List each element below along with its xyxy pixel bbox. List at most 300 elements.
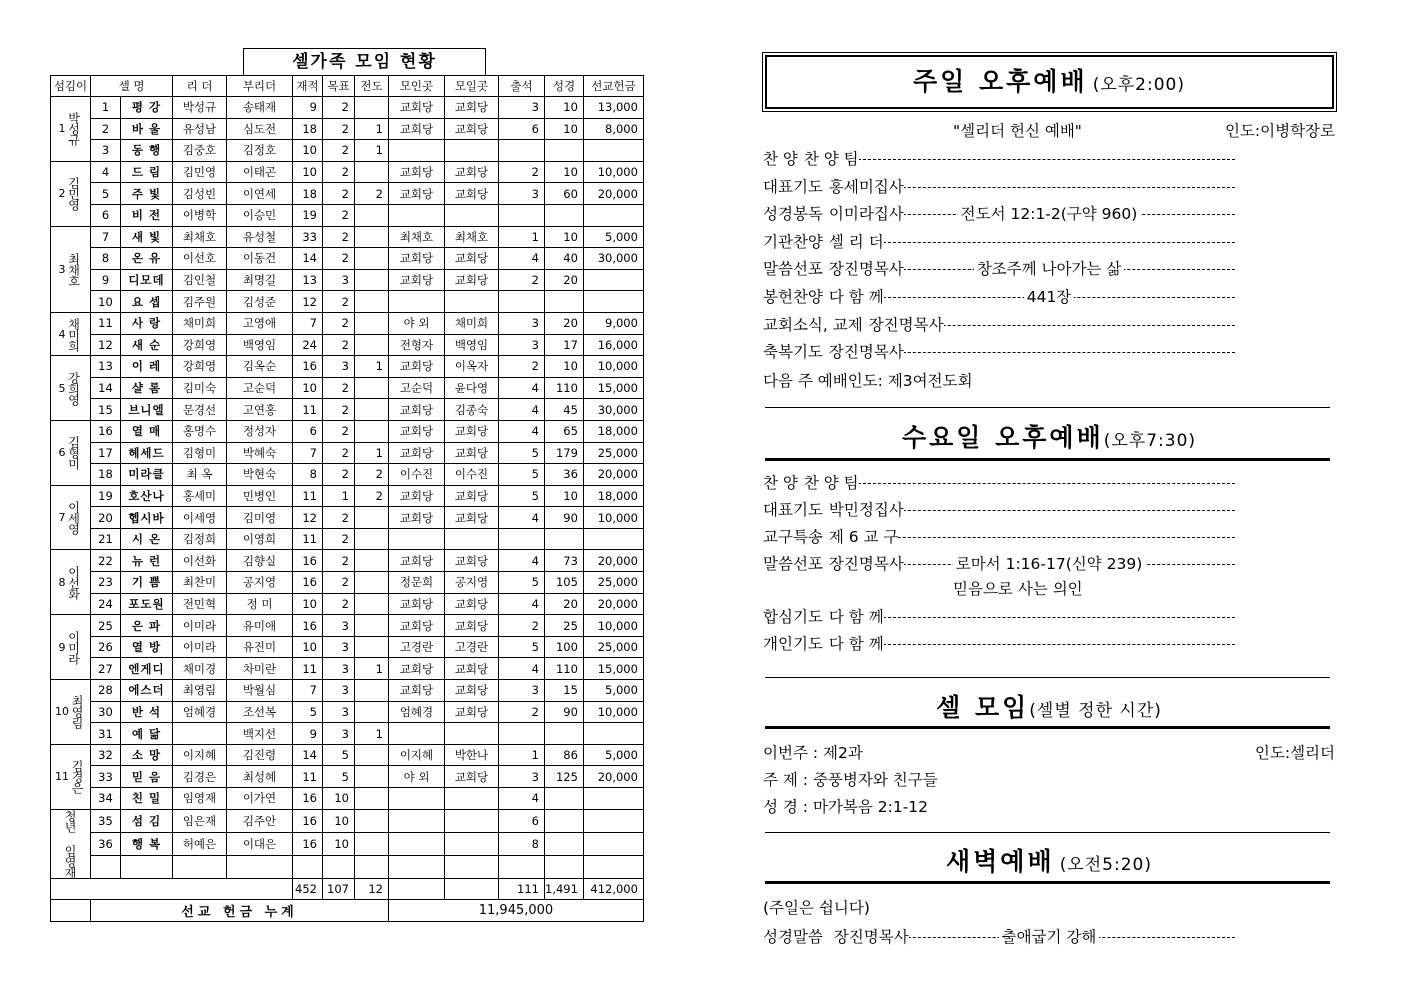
cell-name: 헵시바	[121, 507, 173, 529]
order-label: 성경봉독	[763, 205, 826, 223]
cell-count: 20,000	[583, 766, 643, 788]
cell-no: 23	[91, 572, 121, 594]
cell-name: 믿 음	[121, 766, 173, 788]
divider	[765, 458, 1330, 461]
cell-value: 교회당	[445, 766, 499, 788]
cell-count: 3	[323, 615, 355, 637]
cell-count: 3	[499, 334, 545, 356]
cell-no: 32	[91, 744, 121, 766]
cell-name: 반 석	[121, 701, 173, 723]
cell-value: 허예은	[173, 832, 227, 855]
cell-name: 행 복	[121, 832, 173, 855]
order-item	[763, 231, 1335, 253]
cell-count: 3	[499, 312, 545, 334]
cell-count: 18	[293, 183, 323, 205]
cell-value	[389, 291, 445, 313]
cell-count: 2	[499, 701, 545, 723]
cell-count: 3	[323, 723, 355, 745]
cell-count: 16	[293, 832, 323, 855]
cell-count: 10,000	[583, 356, 643, 378]
cell-value: 이수진	[389, 464, 445, 486]
cell-count: 16	[293, 550, 323, 572]
table-row	[51, 550, 644, 572]
cell-count: 2	[323, 420, 355, 442]
cell-name: 시 온	[121, 528, 173, 550]
cell-value: 교회당	[445, 420, 499, 442]
cell-value: 교회당	[445, 701, 499, 723]
table-row	[51, 855, 644, 878]
cell-count: 2	[499, 356, 545, 378]
cell-value: 교회당	[389, 118, 445, 140]
group-leader-cell: 6 김형미	[51, 420, 91, 485]
cumulative-label: 선교 헌금 누계	[91, 900, 389, 922]
cell-count: 2	[323, 161, 355, 183]
cell-value: 교회당	[389, 356, 445, 378]
cell-value: 교회당	[445, 507, 499, 529]
cell-no: 11	[91, 312, 121, 334]
cell-count: 2	[323, 204, 355, 226]
cell-name: 주 빛	[121, 183, 173, 205]
cell-value: 유진미	[227, 636, 293, 658]
cell-count: 5	[293, 701, 323, 723]
cell-count: 7	[293, 680, 323, 702]
cell-count	[355, 701, 389, 723]
order-person: 찬 양 팀	[801, 150, 859, 168]
cell-count	[583, 855, 643, 878]
cell-count: 10	[293, 140, 323, 162]
cell-value: 교회당	[389, 593, 445, 615]
cell-count: 15,000	[583, 658, 643, 680]
cell-name: 뉴 런	[121, 550, 173, 572]
order-label: 찬 양	[763, 150, 801, 168]
cell-value	[389, 788, 445, 810]
cell-no: 30	[91, 701, 121, 723]
cell-name: 미라클	[121, 464, 173, 486]
cell-value: 이수진	[445, 464, 499, 486]
cell-count: 16	[293, 572, 323, 594]
group-leader-cell: 2 김민영	[51, 161, 91, 226]
cell-no: 12	[91, 334, 121, 356]
cell-no: 18	[91, 464, 121, 486]
cell-count	[355, 550, 389, 572]
order-label: 말씀선포	[763, 555, 826, 573]
cell-value	[389, 855, 445, 878]
cell-count: 4	[499, 788, 545, 810]
header-cell: 부리더	[227, 76, 293, 97]
cell-value: 문경선	[173, 399, 227, 421]
group-leader-cell: 3 최채호	[51, 226, 91, 312]
cell-count: 60	[545, 183, 584, 205]
dawn-title: 새벽예배 (오전5:20)	[946, 847, 1152, 876]
cell-name: 디모데	[121, 269, 173, 291]
cell-count: 16	[293, 615, 323, 637]
cell-count: 13,000	[583, 97, 643, 119]
order-item	[763, 148, 1335, 170]
cell-count: 20,000	[583, 183, 643, 205]
cell-value	[445, 723, 499, 745]
cell-count: 17	[545, 334, 584, 356]
order-person: 셀 리 더	[826, 233, 884, 251]
cell-count: 3	[323, 701, 355, 723]
cell-name: 이 레	[121, 356, 173, 378]
table-row	[51, 593, 644, 615]
cell-value: 이영희	[227, 528, 293, 550]
cell-value: 이선호	[173, 248, 227, 270]
cell-count: 2	[323, 507, 355, 529]
totals-cell: 107	[323, 878, 355, 900]
cell-count	[355, 744, 389, 766]
cell-count	[545, 204, 584, 226]
table-row	[51, 832, 644, 855]
cell-count	[355, 766, 389, 788]
cell-name: 사 랑	[121, 312, 173, 334]
cell-count	[499, 855, 545, 878]
cell-count: 3	[323, 636, 355, 658]
cell-no: 16	[91, 420, 121, 442]
cell-count: 4	[499, 377, 545, 399]
cell-value	[445, 788, 499, 810]
cell-value	[173, 723, 227, 745]
order-person: 박민정집사	[826, 501, 904, 519]
cell-name: 온 유	[121, 248, 173, 270]
table-row	[51, 701, 644, 723]
cell-value: 이선화	[173, 550, 227, 572]
table-row	[51, 788, 644, 810]
cell-value: 교회당	[445, 550, 499, 572]
cell-count: 20,000	[583, 593, 643, 615]
order-item	[763, 606, 1335, 628]
wednesday-title: 수요일 오후예배(오후7:30)	[901, 423, 1197, 452]
cell-name: 평 강	[121, 97, 173, 119]
cell-value: 교회당	[445, 680, 499, 702]
cell-count: 10,000	[583, 615, 643, 637]
cell-count	[499, 291, 545, 313]
cell-count	[545, 723, 584, 745]
cell-count: 7	[293, 312, 323, 334]
cell-week: 이번주 : 제2과 인도:셀리더	[763, 744, 1335, 762]
cell-count: 1	[323, 485, 355, 507]
cell-count	[355, 507, 389, 529]
cell-count: 16,000	[583, 334, 643, 356]
cell-count: 18,000	[583, 485, 643, 507]
cell-value: 송태재	[227, 97, 293, 119]
order-item	[763, 633, 1335, 655]
cell-count	[355, 97, 389, 119]
cell-value: 임영재	[173, 788, 227, 810]
cell-count	[355, 636, 389, 658]
cell-value: 최성혜	[227, 766, 293, 788]
order-label: 봉헌찬양	[763, 288, 826, 306]
cell-count: 19	[293, 204, 323, 226]
cell-value	[445, 204, 499, 226]
cell-name: 드 림	[121, 161, 173, 183]
cell-value: 정성자	[227, 420, 293, 442]
cell-count	[355, 226, 389, 248]
order-item	[763, 341, 1335, 363]
cell-count: 5,000	[583, 226, 643, 248]
cell-value: 윤다영	[445, 377, 499, 399]
cell-no: 25	[91, 615, 121, 637]
cell-count: 20,000	[583, 464, 643, 486]
cell-name: 섬 김	[121, 809, 173, 832]
cell-value: 이지혜	[173, 744, 227, 766]
cell-count: 11	[293, 658, 323, 680]
cell-value	[445, 291, 499, 313]
sunday-title: 주일 오후예배 (오후2:00)	[913, 67, 1185, 96]
cell-name: 요 셉	[121, 291, 173, 313]
cell-count	[355, 334, 389, 356]
divider	[765, 832, 1330, 833]
cell-no: 15	[91, 399, 121, 421]
order-item	[763, 472, 1335, 494]
group-leader-cell: 7 이세영	[51, 485, 91, 550]
table-row	[51, 420, 644, 442]
cell-count	[355, 528, 389, 550]
cell-value: 교회당	[389, 248, 445, 270]
cell-value: 민병인	[227, 485, 293, 507]
cell-count: 2	[355, 485, 389, 507]
order-person: 다 함 께	[826, 288, 884, 306]
totals-cell: 111	[499, 878, 545, 900]
order-label: 개인기도	[763, 635, 826, 653]
order-person: 다 함 께	[826, 635, 884, 653]
table-row	[51, 161, 644, 183]
cell-no: 26	[91, 636, 121, 658]
cell-value: 이대은	[227, 832, 293, 855]
cell-value: 교회당	[445, 269, 499, 291]
cell-value: 박성규	[173, 97, 227, 119]
cell-value: 고연홍	[227, 399, 293, 421]
cell-count: 2	[323, 97, 355, 119]
cell-value: 이옥자	[445, 356, 499, 378]
cell-no: 4	[91, 161, 121, 183]
cell-count: 73	[545, 550, 584, 572]
cell-value: 교회당	[445, 442, 499, 464]
cell-value: 채미경	[173, 658, 227, 680]
cell-count: 2	[323, 593, 355, 615]
cell-count	[355, 832, 389, 855]
cell-count: 10	[545, 118, 584, 140]
table-row	[51, 334, 644, 356]
cell-value: 김옥순	[227, 356, 293, 378]
cell-count: 36	[545, 464, 584, 486]
cell-value: 전민혁	[173, 593, 227, 615]
cell-count: 10	[293, 377, 323, 399]
order-person: 장진명목사	[866, 316, 944, 334]
order-item	[763, 286, 1335, 308]
cell-count: 10,000	[583, 161, 643, 183]
cell-value: 강희영	[173, 356, 227, 378]
cell-value: 백영임	[227, 334, 293, 356]
cell-value: 정 미	[227, 593, 293, 615]
header-cell: 리 더	[173, 76, 227, 97]
table-title: 셀가족 모임 현황	[243, 48, 486, 75]
cell-value: 박현숙	[227, 464, 293, 486]
cell-count: 5	[499, 572, 545, 594]
cell-count	[355, 377, 389, 399]
header-cell: 선교헌금	[583, 76, 643, 97]
cell-count	[355, 204, 389, 226]
totals-cell	[51, 878, 293, 900]
cell-value: 이미라	[173, 615, 227, 637]
cell-value: 김형미	[173, 442, 227, 464]
cell-count: 1	[355, 356, 389, 378]
group-leader-cell: 5 강희영	[51, 356, 91, 421]
cell-count: 2	[499, 615, 545, 637]
cell-value: 김정호	[227, 140, 293, 162]
dawn-note: (주일은 쉽니다)	[763, 899, 870, 917]
order-label: 합심기도	[763, 608, 826, 626]
cell-count: 16	[293, 809, 323, 832]
table-row	[51, 118, 644, 140]
cell-count: 11	[293, 528, 323, 550]
order-person: 장진명목사	[826, 343, 904, 361]
cell-value: 고순덕	[227, 377, 293, 399]
cell-count: 5	[499, 485, 545, 507]
cell-value: 고순덕	[389, 377, 445, 399]
order-label: 교구특송	[763, 528, 826, 546]
order-label: 기관찬양	[763, 233, 826, 251]
cell-count: 18,000	[583, 420, 643, 442]
cell-no: 10	[91, 291, 121, 313]
cell-no: 2	[91, 118, 121, 140]
cell-count: 2	[323, 442, 355, 464]
sunday-theme-row	[763, 120, 1335, 142]
header-cell: 셀 명	[91, 76, 173, 97]
group-leader-cell: 8 이선화	[51, 550, 91, 615]
order-label: 교회소식, 교제	[763, 316, 866, 334]
cell-count: 2	[323, 464, 355, 486]
cell-count: 10,000	[583, 701, 643, 723]
table-row	[51, 766, 644, 788]
cell-count: 11	[293, 766, 323, 788]
cell-count: 2	[355, 183, 389, 205]
cell-count: 90	[545, 507, 584, 529]
cell-value: 김성빈	[173, 183, 227, 205]
divider	[765, 407, 1330, 408]
cell-count: 10	[545, 226, 584, 248]
cell-count: 2	[323, 528, 355, 550]
cell-count	[355, 399, 389, 421]
cell-count: 2	[355, 464, 389, 486]
table-row	[51, 377, 644, 399]
cell-value	[227, 855, 293, 878]
cell-value: 채미희	[445, 312, 499, 334]
order-item	[763, 499, 1335, 521]
cell-name: 소 망	[121, 744, 173, 766]
cell-count: 2	[323, 334, 355, 356]
cell-count	[355, 615, 389, 637]
cell-no: 1	[91, 97, 121, 119]
sunday-next: 다음 주 예배인도: 제3여전도회	[763, 372, 973, 390]
cell-count: 13	[293, 269, 323, 291]
cell-count	[499, 204, 545, 226]
cell-value	[445, 855, 499, 878]
cumulative-row	[51, 900, 644, 922]
cell-count	[355, 312, 389, 334]
cell-value: 이지혜	[389, 744, 445, 766]
cell-count	[499, 723, 545, 745]
cell-value: 야 외	[389, 766, 445, 788]
cell-name	[121, 855, 173, 878]
cell-name: 에스더	[121, 680, 173, 702]
table-row	[51, 464, 644, 486]
cell-no: 34	[91, 788, 121, 810]
table-row	[51, 744, 644, 766]
cell-count	[583, 291, 643, 313]
cell-count	[355, 809, 389, 832]
cell-count: 25	[545, 615, 584, 637]
table-row	[51, 226, 644, 248]
order-person: 찬 양 팀	[801, 474, 859, 492]
cell-value: 교회당	[445, 118, 499, 140]
cell-value: 최찬미	[173, 572, 227, 594]
group-leader-cell: 1 박성규	[51, 97, 91, 162]
cell-value: 엄혜경	[173, 701, 227, 723]
order-person: 다 함 께	[826, 608, 884, 626]
order-item	[763, 203, 1335, 225]
cell-value: 이연세	[227, 183, 293, 205]
cell-count: 12	[293, 291, 323, 313]
cell-value: 이동건	[227, 248, 293, 270]
cell-count: 2	[323, 399, 355, 421]
cell-value: 김주원	[173, 291, 227, 313]
cell-count: 20	[545, 312, 584, 334]
table-row	[51, 269, 644, 291]
cell-count: 5	[323, 766, 355, 788]
cell-count: 5	[499, 464, 545, 486]
order-item	[763, 314, 1335, 336]
cell-count: 14	[293, 248, 323, 270]
order-detail: 창조주께 나아가는 삶	[974, 260, 1125, 278]
order-detail: 441장	[1024, 288, 1075, 306]
cell-count	[545, 855, 584, 878]
cell-count: 24	[293, 334, 323, 356]
cell-value: 교회당	[445, 615, 499, 637]
cell-value: 박한나	[445, 744, 499, 766]
cell-no: 36	[91, 832, 121, 855]
table-row	[51, 615, 644, 637]
cell-scripture: 성 경 : 마가복음 2:1-12	[763, 798, 929, 816]
header-cell: 목표	[323, 76, 355, 97]
cell-value: 김미영	[227, 507, 293, 529]
cell-count: 110	[545, 658, 584, 680]
cell-value: 교회당	[445, 593, 499, 615]
order-label: 말씀선포	[763, 260, 826, 278]
cell-count: 20	[545, 269, 584, 291]
cell-count: 6	[499, 118, 545, 140]
cell-count: 11	[293, 485, 323, 507]
cell-value: 최명길	[227, 269, 293, 291]
order-person: 장진명목사	[826, 260, 904, 278]
cumulative-value: 11,945,000	[389, 900, 644, 922]
cell-value: 유미애	[227, 615, 293, 637]
cell-count: 10	[293, 593, 323, 615]
cell-count: 4	[499, 420, 545, 442]
cell-count: 15	[545, 680, 584, 702]
totals-cell	[389, 878, 445, 900]
cell-no: 6	[91, 204, 121, 226]
cell-count: 15,000	[583, 377, 643, 399]
table-row	[51, 97, 644, 119]
cell-count: 2	[323, 226, 355, 248]
cell-value: 백영임	[445, 334, 499, 356]
cell-count: 8	[499, 832, 545, 855]
cell-count	[545, 140, 584, 162]
cell-value: 전형자	[389, 334, 445, 356]
cell-value	[389, 832, 445, 855]
cell-value: 강희영	[173, 334, 227, 356]
